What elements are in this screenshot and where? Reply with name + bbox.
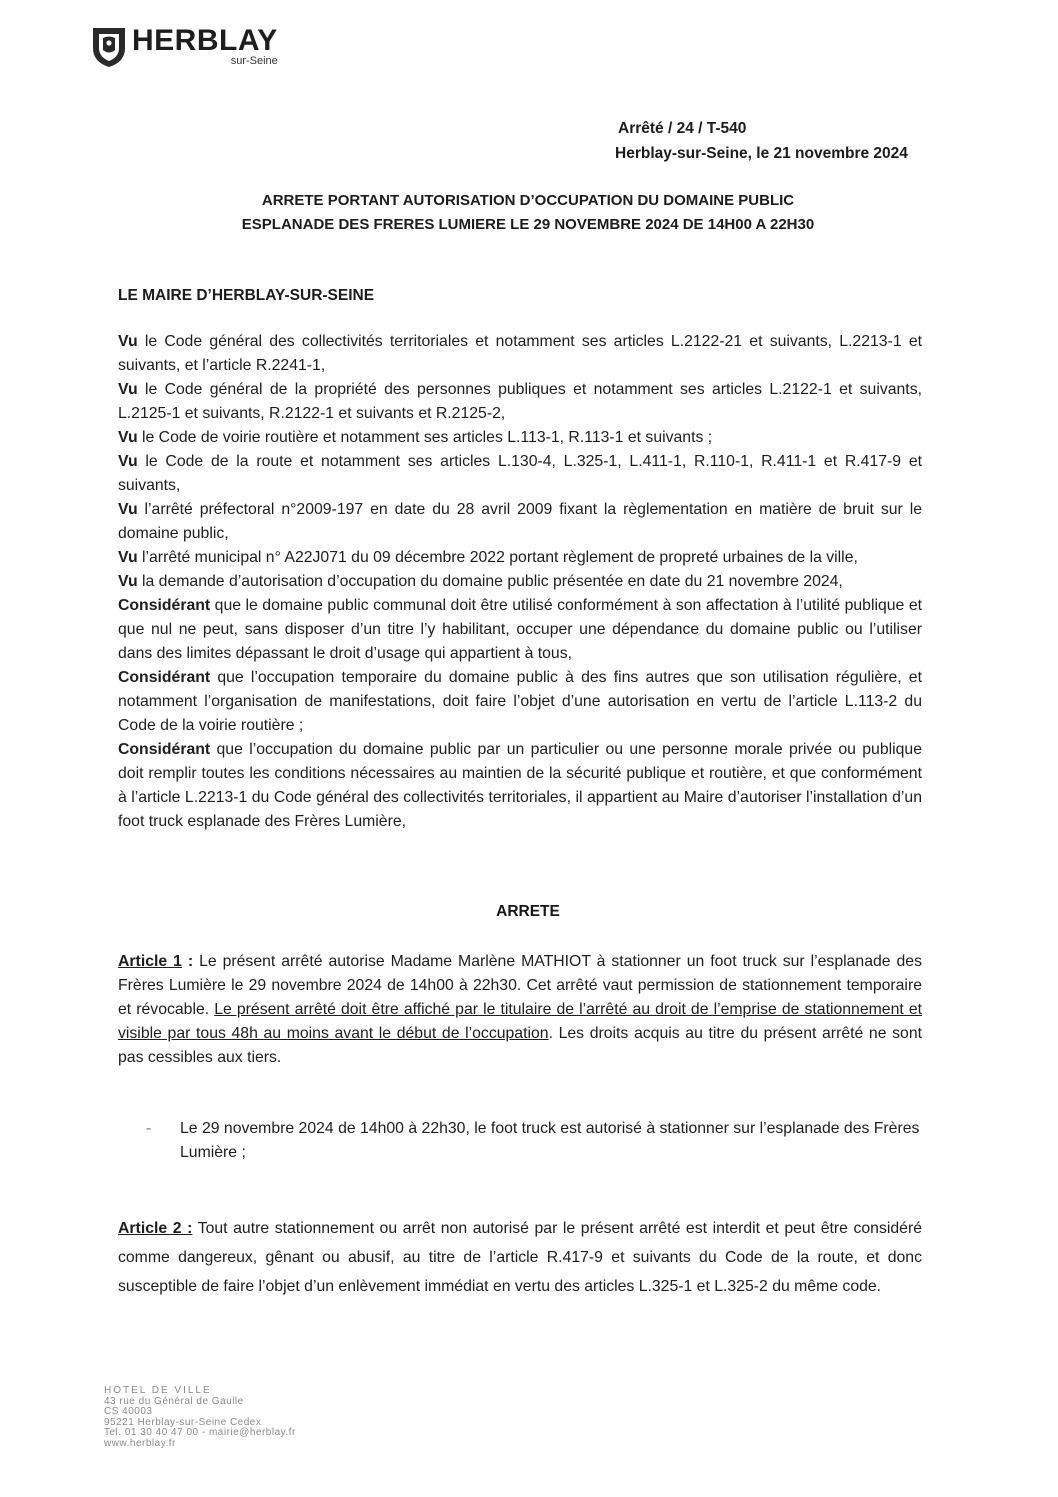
visa-paragraph: Vu l’arrêté municipal n° A22J071 du 09 décembre 2022 portant règlement de propreté urbaines de la ville, bbox=[118, 549, 858, 566]
place-date: Herblay-sur-Seine, le 21 novembre 2024 bbox=[615, 145, 908, 162]
considerant-paragraph: Considérant que le domaine public communal doit être utilisé conformément à son affectation à l’utilité publique et que nul ne peut, sans disposer d’un titre l’y habilitant, occuper une dépendance du domaine public ou l’utiliser dans des limites dépassant le droit d’usage qui appartient à tous, bbox=[118, 597, 922, 662]
article-1-label: Article 1 bbox=[118, 953, 182, 970]
article-2-label: Article 2 : bbox=[118, 1220, 193, 1237]
visas-section bbox=[118, 330, 922, 834]
document-reference bbox=[615, 116, 908, 166]
article-1: Article 1 : Le présent arrêté autorise Madame Marlène MATHIOT à stationner un foot truck sur l’esplanade des Frères Lumière le 29 novembre 2024 de 14h00 à 22h30. Cet arrêté vaut permission de stationnement temporaire et révocable. Le présent arrêté doit être affiché par le titulaire de l’arrêté au droit de l’emprise de stationnement et visible par tous 48h au moins avant le début de l’occupation. Les droits acquis au titre du présent arrêté ne sont pas cessibles aux tiers. bbox=[118, 953, 923, 1066]
logo-subtitle: sur-Seine bbox=[230, 55, 278, 67]
considerant-paragraph: Considérant que l’occupation temporaire du domaine public à des fins autres que son utilisation régulière, et notamment l’organisation de manifestations, doit faire l’objet d’une autorisation en vertu de l’article L.113-2 du Code de la voirie routière ; bbox=[118, 669, 922, 734]
city-logo bbox=[90, 24, 278, 68]
reference-number: Arrêté / 24 / T-540 bbox=[618, 120, 747, 137]
article-1-text-end: . Les droits acquis au titre du présent arrêté ne sont pas cessibles aux tiers. bbox=[118, 1025, 923, 1066]
article-2-text: Tout autre stationnement ou arrêt non autorisé par le présent arrêté est interdit et peut être considéré comme dangereux, gênant ou abusif, au titre de l’article R.417-9 et suivants du Code de la route, et donc susceptible de faire l’objet d’un enlèvement immédiat en vertu des articles L.325-1 et L.325-2 du même code. bbox=[118, 1220, 922, 1295]
bullet-text: Le 29 novembre 2024 de 14h00 à 22h30, le foot truck est autorisé à stationner sur l’esplanade des Frères Lumière ; bbox=[180, 1120, 920, 1161]
visa-paragraph: Vu le Code de voirie routière et notamment ses articles L.113-1, R.113-1 et suivants ; bbox=[118, 429, 713, 446]
logo-name: HERBLAY bbox=[132, 24, 278, 57]
considerant-paragraph: Considérant que l’occupation du domaine public par un particulier ou une personne morale privée ou publique doit remplir toutes les conditions nécessaires au maintien de la sécurité publique et routière, et que conformément à l’article L.2213-1 du Code général des collectivités territoriales, il appartient au Maire d’autoriser l’installation d’un foot truck esplanade des Frères Lumière, bbox=[118, 741, 922, 830]
article-1-underlined: Le présent arrêté doit être affiché par le titulaire de l’arrêté au droit de l’emprise de stationnement et visible par tous 48h au moins avant le début de l’occupation bbox=[118, 1001, 922, 1042]
article-2 bbox=[118, 1214, 922, 1301]
bullet-item bbox=[146, 1117, 922, 1165]
title-line-2: ESPLANADE DES FRERES LUMIERE LE 29 NOVEMBRE 2024 DE 14H00 A 22H30 bbox=[241, 216, 815, 233]
visa-paragraph: Vu l’arrêté préfectoral n°2009-197 en date du 28 avril 2009 fixant la règlementation en matière de bruit sur le domaine public, bbox=[118, 501, 922, 542]
visa-paragraph: Vu le Code général des collectivités territoriales et notamment ses articles L.2122-21 et suivants, L.2213-1 et suivants, et l’article R.2241-1, bbox=[118, 333, 922, 374]
visa-paragraph: Vu le Code général de la propriété des personnes publiques et notamment ses articles L.2122-1 et suivants, L.2125-1 et suivants, R.2122-1 et suivants et R.2125-2, bbox=[118, 381, 922, 422]
article-1-text: Le présent arrêté autorise Madame Marlène MATHIOT à stationner un foot truck sur l’esplanade des Frères Lumière le 29 novembre 2024 de 14h00 à 22h30. Cet arrêté vaut permission de stationnement temporaire et révocable. bbox=[118, 953, 922, 1018]
visa-paragraph: Vu le Code de la route et notamment ses articles L.130-4, L.325-1, L.411-1, R.110-1, R.411-1 et R.417-9 et suivants, bbox=[118, 453, 922, 494]
footer-address: HOTEL DE VILLE 43 rue du Général de Gaulle CS 40003 95221 Herblay-sur-Seine Cedex Tel. 01 30 40 47 00 - mairie@herblay.fr www.herblay.fr bbox=[104, 1385, 296, 1449]
visa-paragraph: Vu la demande d’autorisation d’occupation du domaine public présentée en date du 21 novembre 2024, bbox=[118, 573, 843, 590]
bullet-dash-icon: - bbox=[146, 1120, 152, 1137]
authority-heading: LE MAIRE D’HERBLAY-SUR-SEINE bbox=[118, 287, 375, 304]
decision-heading: ARRETE bbox=[496, 903, 560, 920]
city-crest-icon bbox=[90, 24, 128, 68]
title-line-1: ARRETE PORTANT AUTORISATION D’OCCUPATION DU DOMAINE PUBLIC bbox=[261, 192, 795, 209]
document-title bbox=[118, 189, 938, 237]
